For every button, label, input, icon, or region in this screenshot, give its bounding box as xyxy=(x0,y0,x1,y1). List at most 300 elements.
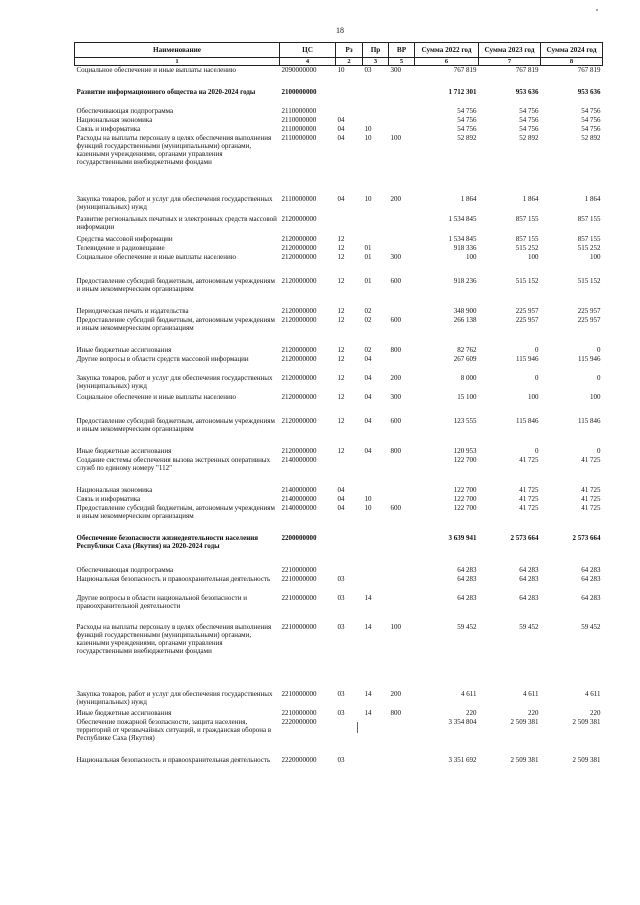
row-sum-2024: 115 846 xyxy=(578,417,601,425)
row-sum-2022: 220 xyxy=(466,709,477,717)
row-sum-2024: 64 283 xyxy=(581,566,601,574)
row-rz: 12 xyxy=(337,244,345,252)
row-name: Предоставление субсидий бюджетным, автономным учреждениям и иным некоммерческим организациям xyxy=(76,417,275,433)
row-sum-2022: 100 xyxy=(466,253,477,261)
row-vr: 300 xyxy=(389,66,415,79)
row-sum-2023: 52 892 xyxy=(519,134,539,142)
spacer-row xyxy=(75,78,603,88)
row-cs-code: 2140000000 xyxy=(281,486,317,494)
row-pr: 03 xyxy=(363,66,389,79)
row-rz: 03 xyxy=(337,623,345,631)
row-pr xyxy=(363,486,389,495)
row-sum-2022: 15 100 xyxy=(457,393,477,401)
row-sum-2024: 0 xyxy=(597,447,601,455)
row-rz xyxy=(336,215,363,235)
table-row xyxy=(75,456,603,486)
row-sum-2024: 41 725 xyxy=(581,456,601,464)
row-sum-2024: 41 725 xyxy=(581,495,601,503)
row-vr: 800 xyxy=(390,346,401,354)
row-sum-2023: 0 xyxy=(535,447,539,455)
row-pr: 04 xyxy=(364,374,372,382)
row-vr xyxy=(389,718,415,756)
row-vr xyxy=(389,215,415,235)
table-row xyxy=(75,316,603,346)
row-sum-2023: 115 846 xyxy=(516,417,539,425)
row-sum-2022: 918 336 xyxy=(453,244,477,252)
row-rz: 12 xyxy=(337,374,345,382)
row-vr xyxy=(389,756,415,775)
row-pr: 14 xyxy=(364,594,372,602)
row-rz: 03 xyxy=(337,575,345,583)
row-pr: 10 xyxy=(364,134,372,142)
row-sum-2024: 857 155 xyxy=(577,215,601,223)
row-name: Национальная экономика xyxy=(76,116,153,124)
row-rz: 03 xyxy=(337,594,345,602)
row-cs-code: 2120000000 xyxy=(281,316,317,324)
row-sum-2024: 64 283 xyxy=(581,575,601,583)
row-sum-2024: 515 252 xyxy=(577,244,601,252)
row-cs-code: 2090000000 xyxy=(280,66,336,79)
row-sum-2024: 100 xyxy=(590,393,601,401)
row-vr: 300 xyxy=(390,253,401,261)
row-vr: 200 xyxy=(390,690,401,698)
table-row xyxy=(75,495,603,504)
row-sum-2023: 2 509 381 xyxy=(510,756,539,764)
row-rz: 10 xyxy=(336,66,363,79)
row-pr xyxy=(363,534,389,566)
row-pr xyxy=(363,235,389,244)
row-name: Средства массовой информации xyxy=(76,235,173,243)
row-cs-code: 2120000000 xyxy=(281,215,317,223)
row-cs-code: 2140000000 xyxy=(281,456,317,464)
row-vr: 600 xyxy=(390,277,401,285)
row-rz xyxy=(336,566,363,575)
row-vr: 100 xyxy=(390,134,401,142)
column-number: 6 xyxy=(415,58,479,66)
row-sum-2024: 767 819 xyxy=(541,66,603,79)
column-number: 5 xyxy=(389,58,415,66)
row-name: Закупка товаров, работ и услуг для обеспечения государственных (муниципальных) нужд xyxy=(76,374,273,390)
row-sum-2023: 767 819 xyxy=(479,66,541,79)
row-sum-2022: 122 700 xyxy=(453,456,477,464)
row-sum-2022: 8 000 xyxy=(460,374,477,382)
row-sum-2023: 100 xyxy=(528,253,539,261)
row-sum-2023: 54 756 xyxy=(519,125,539,133)
row-name: Связь и информатика xyxy=(76,125,141,133)
table-row xyxy=(75,718,603,756)
table-row xyxy=(75,88,603,107)
row-cs-code: 2110000000 xyxy=(281,134,317,142)
row-vr: 800 xyxy=(390,709,401,717)
row-vr: 600 xyxy=(390,504,401,512)
row-cs-code: 2120000000 xyxy=(281,346,317,354)
table-body xyxy=(75,66,603,776)
row-rz: 12 xyxy=(337,316,345,324)
row-vr: 100 xyxy=(390,623,401,631)
row-name: Социальное обеспечение и иные выплаты населению xyxy=(76,393,236,401)
row-name: Социальное обеспечение и иные выплаты населению xyxy=(76,253,236,261)
row-sum-2022: 267 609 xyxy=(453,355,477,363)
row-cs-code: 2110000000 xyxy=(281,195,317,203)
row-sum-2022: 348 900 xyxy=(453,307,477,315)
row-sum-2022: 123 555 xyxy=(453,417,477,425)
row-rz: 04 xyxy=(337,125,345,133)
row-sum-2023: 515 252 xyxy=(515,244,539,252)
row-vr xyxy=(389,456,415,486)
column-number: 8 xyxy=(541,58,603,66)
row-cs-code: 2220000000 xyxy=(281,718,317,726)
table-row xyxy=(75,66,603,79)
row-cs-code: 2210000000 xyxy=(281,566,317,574)
row-sum-2023: 857 155 xyxy=(515,235,539,243)
header-sum-2023: Сумма 2023 год xyxy=(479,43,541,58)
row-pr: 04 xyxy=(364,355,372,363)
row-sum-2022: 54 756 xyxy=(457,116,477,124)
row-sum-2023: 41 725 xyxy=(519,456,539,464)
row-pr: 04 xyxy=(364,417,372,425)
table-row xyxy=(75,690,603,709)
row-name: Развитие региональных печатных и электронных средств массовой информации xyxy=(76,215,277,231)
row-sum-2023: 64 283 xyxy=(519,566,539,574)
row-cs-code: 2120000000 xyxy=(281,277,317,285)
row-name: Создание системы обеспечения вызова экстренных оперативных служб по единому номеру "112" xyxy=(76,456,271,472)
row-sum-2022: 767 819 xyxy=(415,66,479,79)
row-sum-2024: 2 509 381 xyxy=(572,756,601,764)
row-sum-2022: 1 534 845 xyxy=(448,215,477,223)
row-vr xyxy=(389,116,415,125)
row-pr: 01 xyxy=(364,244,372,252)
row-vr: 200 xyxy=(390,195,401,203)
row-rz: 03 xyxy=(337,690,345,698)
row-sum-2023: 64 283 xyxy=(519,594,539,602)
row-sum-2024: 225 957 xyxy=(577,307,601,315)
row-name: Национальная безопасность и правоохранительная деятельность xyxy=(76,575,271,583)
row-sum-2022: 4 611 xyxy=(461,690,477,698)
row-vr xyxy=(389,534,415,566)
table-row xyxy=(75,195,603,215)
table-row xyxy=(75,575,603,594)
row-sum-2022: 3 351 692 xyxy=(448,756,477,764)
row-sum-2022: 54 756 xyxy=(457,107,477,115)
row-vr xyxy=(389,244,415,253)
row-rz xyxy=(336,534,363,566)
row-name: Иные бюджетные ассигнования xyxy=(76,709,172,717)
row-sum-2023: 1 864 xyxy=(522,195,539,203)
row-name: Расходы на выплаты персоналу в целях обеспечения выполнения функций государственными (муниципальными) органами, казенными учреждениями, органами управления государственными внебюджетными фондами xyxy=(76,134,272,166)
row-cs-code: 2120000000 xyxy=(281,355,317,363)
row-rz xyxy=(336,88,363,107)
row-name: Иные бюджетные ассигнования xyxy=(76,447,172,455)
row-vr xyxy=(389,235,415,244)
column-number: 2 xyxy=(336,58,363,66)
row-name: Предоставление субсидий бюджетным, автономным учреждениям и иным некоммерческим организациям xyxy=(76,504,275,520)
row-sum-2024: 0 xyxy=(597,346,601,354)
row-sum-2022: 64 283 xyxy=(457,575,477,583)
row-sum-2022: 59 452 xyxy=(457,623,477,631)
row-rz: 04 xyxy=(337,116,345,124)
header-cs: ЦС xyxy=(280,43,336,58)
row-rz: 04 xyxy=(337,195,345,203)
row-cs-code: 2120000000 xyxy=(281,374,317,382)
row-sum-2024: 41 725 xyxy=(581,504,601,512)
row-rz xyxy=(336,107,363,116)
row-name: Обеспечение пожарной безопасности, защита населения, территорий от чрезвычайных ситуаций, и гражданская оборона в Республике Саха (Якутия) xyxy=(76,718,272,742)
row-pr: 14 xyxy=(364,709,372,717)
row-name: Обеспечивающая подпрограмма xyxy=(76,566,174,574)
row-pr: 04 xyxy=(364,393,372,401)
row-pr xyxy=(363,215,389,235)
row-name: Предоставление субсидий бюджетным, автономным учреждениям и иным некоммерческим организациям xyxy=(76,316,275,332)
row-sum-2024: 857 155 xyxy=(577,235,601,243)
row-sum-2024: 515 152 xyxy=(577,277,601,285)
row-sum-2024: 59 452 xyxy=(581,623,601,631)
table-row xyxy=(75,346,603,355)
row-sum-2022: 122 700 xyxy=(453,495,477,503)
row-pr xyxy=(363,88,389,107)
row-rz: 12 xyxy=(337,355,345,363)
row-pr: 01 xyxy=(364,253,372,261)
row-sum-2024: 115 946 xyxy=(578,355,601,363)
row-sum-2024: 4 611 xyxy=(585,690,601,698)
row-pr xyxy=(363,116,389,125)
row-sum-2023: 41 725 xyxy=(519,486,539,494)
row-sum-2022: 64 283 xyxy=(457,594,477,602)
row-sum-2022: 3 639 941 xyxy=(448,534,477,542)
table-column-numbers-row xyxy=(75,58,603,66)
row-sum-2022: 266 138 xyxy=(453,316,477,324)
row-sum-2023: 2 509 381 xyxy=(510,718,539,726)
row-pr: 02 xyxy=(364,346,372,354)
column-number: 7 xyxy=(479,58,541,66)
row-name: Национальная безопасность и правоохранительная деятельность xyxy=(76,756,271,764)
table-row xyxy=(75,244,603,253)
header-name: Наименование xyxy=(75,43,280,58)
row-sum-2024: 54 756 xyxy=(581,116,601,124)
table-row xyxy=(75,235,603,244)
row-name: Иные бюджетные ассигнования xyxy=(76,346,172,354)
row-cs-code: 2120000000 xyxy=(281,244,317,252)
row-sum-2023: 59 452 xyxy=(519,623,539,631)
row-pr: 10 xyxy=(364,504,372,512)
table-row xyxy=(75,756,603,775)
row-vr xyxy=(389,125,415,134)
row-cs-code: 2210000000 xyxy=(281,594,317,602)
row-vr xyxy=(389,566,415,575)
row-cs-code: 2110000000 xyxy=(281,107,317,115)
row-sum-2023: 225 957 xyxy=(515,316,539,324)
row-sum-2023: 0 xyxy=(535,374,539,382)
row-cs-code: 2120000000 xyxy=(281,447,317,455)
row-cs-code: 2110000000 xyxy=(281,116,317,124)
row-sum-2023: 220 xyxy=(528,709,539,717)
row-rz: 12 xyxy=(337,277,345,285)
row-sum-2024: 100 xyxy=(590,253,601,261)
row-vr xyxy=(389,594,415,623)
table-row xyxy=(75,125,603,134)
row-sum-2023: 515 152 xyxy=(515,277,539,285)
row-sum-2022: 120 953 xyxy=(453,447,477,455)
row-name: Связь и информатика xyxy=(76,495,141,503)
row-name: Периодическая печать и издательства xyxy=(76,307,189,315)
row-sum-2024: 41 725 xyxy=(581,486,601,494)
row-cs-code: 2120000000 xyxy=(281,235,317,243)
table-row xyxy=(75,116,603,125)
scan-speck xyxy=(596,9,598,11)
row-name: Обеспечивающая подпрограмма xyxy=(76,107,174,115)
column-number: 4 xyxy=(280,58,336,66)
row-vr xyxy=(389,107,415,116)
row-sum-2022: 52 892 xyxy=(457,134,477,142)
table-row xyxy=(75,374,603,393)
row-sum-2024: 220 xyxy=(590,709,601,717)
table-row xyxy=(75,355,603,374)
row-sum-2022: 122 700 xyxy=(453,504,477,512)
column-number: 3 xyxy=(363,58,389,66)
row-name: Расходы на выплаты персоналу в целях обеспечения выполнения функций государственными (муниципальными) органами, казенными учреждениями, органами управления государственными внебюджетными фондами xyxy=(76,623,272,655)
row-sum-2024: 54 756 xyxy=(581,125,601,133)
row-rz: 12 xyxy=(337,417,345,425)
row-sum-2024: 54 756 xyxy=(581,107,601,115)
row-cs-code: 2120000000 xyxy=(281,253,317,261)
row-sum-2023: 953 636 xyxy=(515,88,539,96)
row-sum-2024: 0 xyxy=(597,374,601,382)
row-rz: 04 xyxy=(337,134,345,142)
row-sum-2022: 54 756 xyxy=(457,125,477,133)
row-name: Закупка товаров, работ и услуг для обеспечения государственных (муниципальных) нужд xyxy=(76,690,273,706)
row-sum-2023: 4 611 xyxy=(523,690,539,698)
row-cs-code: 2110000000 xyxy=(281,125,317,133)
row-cs-code: 2200000000 xyxy=(281,534,317,542)
row-sum-2024: 64 283 xyxy=(581,594,601,602)
row-name: Развитие информационного общества на 2020-2024 годы xyxy=(76,88,256,96)
row-pr: 14 xyxy=(364,623,372,631)
row-name: Телевидение и радиовещание xyxy=(76,244,165,252)
budget-table xyxy=(74,42,603,775)
row-pr: 10 xyxy=(364,195,372,203)
row-cs-code: 2210000000 xyxy=(281,623,317,631)
row-cs-code: 2120000000 xyxy=(281,307,317,315)
row-sum-2024: 52 892 xyxy=(581,134,601,142)
row-pr: 10 xyxy=(364,125,372,133)
table-row xyxy=(75,134,603,195)
row-sum-2023: 54 756 xyxy=(519,116,539,124)
row-pr: 02 xyxy=(364,316,372,324)
row-sum-2024: 225 957 xyxy=(577,316,601,324)
row-rz: 04 xyxy=(337,504,345,512)
row-sum-2022: 82 762 xyxy=(457,346,477,354)
table-row xyxy=(75,215,603,235)
row-sum-2022: 1 712 301 xyxy=(448,88,477,96)
table-header-row xyxy=(75,43,603,58)
row-name: Закупка товаров, работ и услуг для обеспечения государственных (муниципальных) нужд xyxy=(76,195,273,211)
row-name: Другие вопросы в области средств массовой информации xyxy=(76,355,249,363)
row-rz: 12 xyxy=(337,447,345,455)
table-row xyxy=(75,623,603,690)
row-pr: 14 xyxy=(364,690,372,698)
row-rz xyxy=(336,456,363,486)
row-rz: 03 xyxy=(337,709,345,717)
header-rz: Рз xyxy=(336,43,363,58)
table-row xyxy=(75,534,603,566)
table-row xyxy=(75,253,603,277)
row-cs-code: 2140000000 xyxy=(281,504,317,512)
row-pr xyxy=(363,107,389,116)
row-vr: 600 xyxy=(390,316,401,324)
table-row xyxy=(75,277,603,307)
spacer-cell xyxy=(75,78,603,88)
row-vr xyxy=(389,355,415,374)
table-row xyxy=(75,307,603,316)
row-sum-2023: 225 957 xyxy=(515,307,539,315)
page-number: 18 xyxy=(336,26,344,35)
row-sum-2022: 918 236 xyxy=(453,277,477,285)
table-row xyxy=(75,107,603,116)
row-sum-2023: 54 756 xyxy=(519,107,539,115)
row-pr xyxy=(363,566,389,575)
row-name: Социальное обеспечение и иные выплаты населению xyxy=(75,66,280,79)
row-sum-2024: 2 573 664 xyxy=(572,534,601,542)
row-pr: 02 xyxy=(364,307,372,315)
row-name: Другие вопросы в области национальной безопасности и правоохранительной деятельности xyxy=(76,594,247,610)
row-sum-2023: 41 725 xyxy=(519,495,539,503)
column-number: 1 xyxy=(75,58,280,66)
header-sum-2024: Сумма 2024 год xyxy=(541,43,603,58)
row-rz: 04 xyxy=(337,495,345,503)
table-row xyxy=(75,594,603,623)
row-cs-code: 2220000000 xyxy=(281,756,317,764)
row-pr: 04 xyxy=(364,447,372,455)
table-row xyxy=(75,393,603,417)
row-vr xyxy=(389,486,415,495)
row-sum-2022: 1 864 xyxy=(460,195,477,203)
row-name: Национальная экономика xyxy=(76,486,153,494)
row-sum-2022: 64 283 xyxy=(457,566,477,574)
table-row xyxy=(75,504,603,534)
row-rz: 12 xyxy=(337,307,345,315)
row-rz xyxy=(336,718,363,756)
row-vr: 300 xyxy=(390,393,401,401)
row-sum-2024: 1 864 xyxy=(584,195,601,203)
row-sum-2023: 115 946 xyxy=(516,355,539,363)
row-vr xyxy=(389,575,415,594)
row-cs-code: 2210000000 xyxy=(281,575,317,583)
row-vr: 200 xyxy=(390,374,401,382)
row-rz: 03 xyxy=(337,756,345,764)
header-vr: ВР xyxy=(389,43,415,58)
row-sum-2023: 100 xyxy=(528,393,539,401)
row-sum-2022: 1 534 845 xyxy=(448,235,477,243)
row-sum-2023: 0 xyxy=(535,346,539,354)
row-cs-code: 2140000000 xyxy=(281,495,317,503)
row-cs-code: 2120000000 xyxy=(281,393,317,401)
row-rz: 04 xyxy=(337,486,345,494)
row-cs-code: 2210000000 xyxy=(281,709,317,717)
row-vr: 600 xyxy=(390,417,401,425)
table-row xyxy=(75,447,603,456)
row-sum-2022: 3 354 804 xyxy=(448,718,477,726)
row-name: Предоставление субсидий бюджетным, автономным учреждениям и иным некоммерческим организациям xyxy=(76,277,275,293)
table-row xyxy=(75,417,603,447)
row-rz: 12 xyxy=(337,346,345,354)
row-pr: 01 xyxy=(364,277,372,285)
header-sum-2022: Сумма 2022 год xyxy=(415,43,479,58)
row-sum-2023: 41 725 xyxy=(519,504,539,512)
table-row xyxy=(75,486,603,495)
row-sum-2024: 2 509 381 xyxy=(572,718,601,726)
row-vr xyxy=(389,495,415,504)
row-sum-2023: 2 573 664 xyxy=(510,534,539,542)
row-cs-code: 2120000000 xyxy=(281,417,317,425)
